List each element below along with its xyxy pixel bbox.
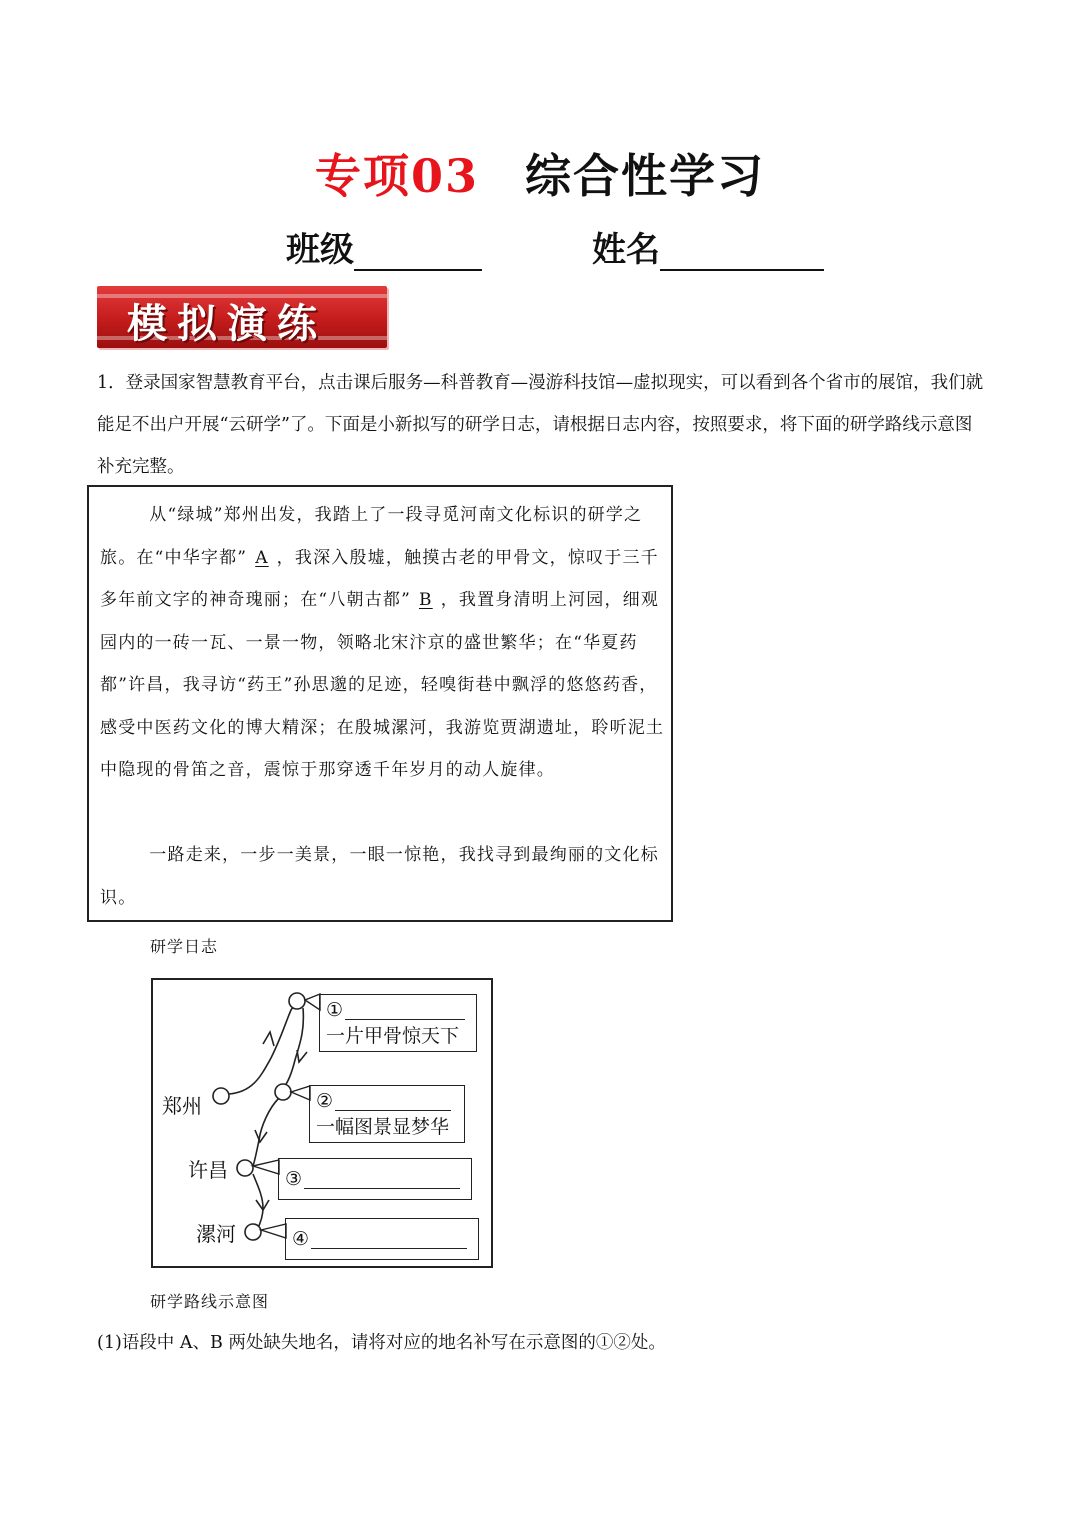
box4-pointer	[261, 1224, 286, 1238]
section-banner	[97, 286, 387, 348]
stop-circle-xuchang	[237, 1160, 253, 1176]
diary-paragraph-1	[100, 494, 666, 792]
route-map-caption: 研学路线示意图	[150, 1292, 270, 1311]
question-1	[97, 362, 989, 488]
route-line-zhengzhou-anyang	[229, 999, 301, 1094]
stop-circle-luohe	[245, 1224, 261, 1240]
diary-caption: 研学日志	[150, 937, 219, 956]
box2-text: 一幅图景显梦华	[316, 1116, 450, 1138]
title-topic-name: 综合性学习	[525, 149, 765, 203]
stop-circle-2	[275, 1084, 291, 1100]
route-box-1	[319, 994, 477, 1052]
student-info-row	[286, 222, 824, 271]
subquestion-1: (1)语段中 A、B 两处缺失地名，请将对应的地名补写在示意图的①②处。	[97, 1333, 666, 1353]
question-number: 1．	[97, 373, 126, 393]
box3-answer-blank[interactable]	[304, 1170, 460, 1189]
diary-text-part-2: ，我深入殷墟，触摸古老的甲骨文，惊叹于三千多年前文字的神奇瑰丽；在“八朝古都”	[100, 547, 659, 610]
name-label: 姓名	[592, 230, 660, 270]
box2-answer-blank[interactable]	[335, 1092, 451, 1111]
box4-number: ④	[292, 1228, 310, 1250]
route-box-3	[278, 1158, 472, 1200]
route-arrow-2	[297, 1050, 307, 1062]
section-banner-text: 模拟演练	[127, 301, 327, 347]
box3-number: ③	[285, 1168, 303, 1190]
city-xuchang: 许昌	[188, 1158, 228, 1182]
box4-answer-blank[interactable]	[311, 1230, 467, 1249]
route-box-4	[285, 1218, 479, 1260]
diary-text-part-3: ，我置身清明上河园，细观园内的一砖一瓦、一景一物，领略北宋汴京的盛世繁华；在“华夏药都”许昌，我寻访“药王”孙思邈的足迹，轻嗅街巷中飘浮的悠悠药香，感受中医药文化的博大精深；在殷城漯河，我游览贾湖遗址，聆听泥土中隐现的骨笛之音，震惊于那穿透千年岁月的动人旋律。	[100, 590, 665, 780]
box1-answer-blank[interactable]	[345, 1001, 465, 1020]
class-blank[interactable]	[354, 235, 482, 271]
name-blank[interactable]	[660, 235, 824, 271]
diary-paragraph-2: 一路走来，一步一美景，一眼一惊艳，我找寻到最绚丽的文化标识。	[100, 845, 659, 908]
blank-a: A	[255, 547, 269, 568]
box3-pointer	[253, 1160, 279, 1174]
box1-text: 一片甲骨惊天下	[326, 1025, 460, 1047]
question-text: 登录国家智慧教育平台，点击课后服务—科普教育—漫游科技馆—虚拟现实，可以看到各个省市的展馆，我们就能足不出户开展“云研学”了。下面是小新拟写的研学日志，请根据日志内容，按照要求，将下面的研学路线示意图补充完整。	[97, 373, 984, 477]
study-diary-box	[87, 485, 673, 922]
route-arrow-1	[263, 1032, 274, 1046]
class-label: 班级	[286, 230, 354, 270]
box2-pointer	[291, 1086, 310, 1100]
route-box-2	[309, 1085, 465, 1143]
stop-circle-zhengzhou	[213, 1088, 229, 1104]
route-line-kaifeng-xuchang	[253, 1098, 279, 1166]
diary-text-part-1: 从“绿城”郑州出发，我踏上了一段寻觅河南文化标识的研学之旅。在“中华字都”	[100, 505, 643, 568]
stop-circle-1	[289, 993, 305, 1009]
blank-b: B	[418, 590, 433, 610]
city-zhengzhou: 郑州	[162, 1094, 202, 1118]
box1-number: ①	[326, 999, 344, 1021]
route-line-anyang-kaifeng	[283, 1008, 303, 1088]
city-luohe: 漯河	[196, 1222, 236, 1246]
route-map	[151, 978, 493, 1268]
box2-number: ②	[316, 1090, 334, 1112]
title-topic-number: 专项03	[314, 149, 479, 203]
page-title	[0, 140, 1080, 206]
box1-pointer	[305, 994, 320, 1010]
